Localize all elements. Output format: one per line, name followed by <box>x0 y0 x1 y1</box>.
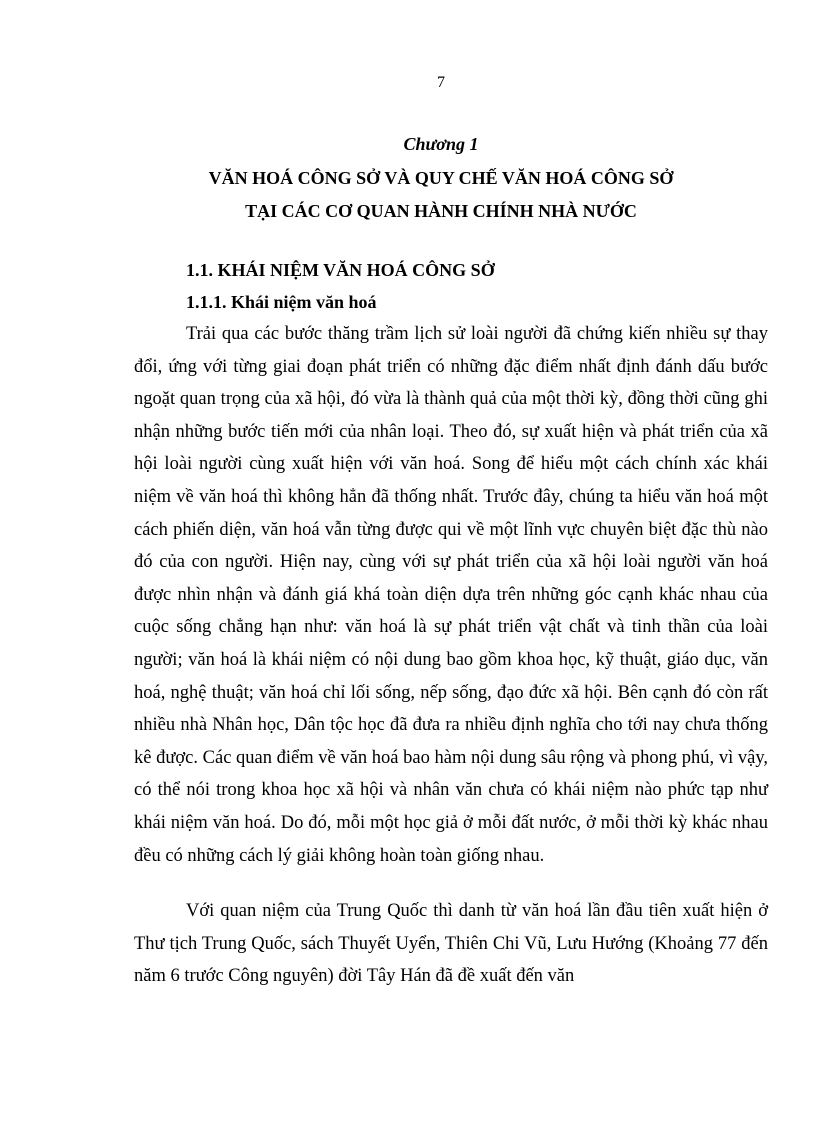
section-heading: 1.1. KHÁI NIỆM VĂN HOÁ CÔNG SỞ <box>186 260 495 280</box>
chapter-label: Chương 1 <box>403 134 479 154</box>
chapter-title-line-2: TẠI CÁC CƠ QUAN HÀNH CHÍNH NHÀ NƯỚC <box>245 201 637 221</box>
chapter-title-line-1: VĂN HOÁ CÔNG SỞ VÀ QUY CHẾ VĂN HOÁ CÔNG SỞ <box>208 168 674 188</box>
body-text-block-1 <box>134 318 768 872</box>
subsection-heading: 1.1.1. Khái niệm văn hoá <box>186 292 377 312</box>
body-text-block-2 <box>134 895 768 993</box>
page-number: 7 <box>437 74 445 91</box>
paragraph: Với quan niệm của Trung Quốc thì danh từ văn hoá lần đầu tiên xuất hiện ở Thư tịch Trung Quốc, sách Thuyết Uyển, Thiên Chi Vũ, Lưu Hướng (Khoảng 77 đến năm 6 trước Công nguyên) đời Tây Hán đã đề xuất đến văn <box>134 901 768 987</box>
paragraph: Trải qua các bước thăng trầm lịch sử loài người đã chứng kiến nhiều sự thay đổi, ứng với từng giai đoạn phát triển có những đặc điểm nhất định đánh dấu bước ngoặt quan trọng của xã hội, đó vừa là thành quả của một thời kỳ, đồng thời cũng ghi nhận những bước tiến mới của nhân loại. Theo đó, sự xuất hiện và phát triển của xã hội loài người cùng xuất hiện với văn hoá. Song để hiểu một cách chính xác khái niệm về văn hoá thì không hẳn đã thống nhất. Trước đây, chúng ta hiểu văn hoá một cách phiến diện, văn hoá vẫn từng được qui về một lĩnh vực chuyên biệt đặc thù nào đó của con người. Hiện nay, cùng với sự phát triển của xã hội loài người văn hoá được nhìn nhận và đánh giá khá toàn diện dựa trên những góc cạnh khác nhau của cuộc sống chẳng hạn như: văn hoá là sự phát triển vật chất và tinh thần của loài người; văn hoá là khái niệm có nội dung bao gồm khoa học, kỹ thuật, giáo dục, văn hoá, nghệ thuật; văn hoá chỉ lối sống, nếp sống, đạo đức xã hội. Bên cạnh đó còn rất nhiều nhà Nhân học, Dân tộc học đã đưa ra nhiều định nghĩa cho tới nay chưa thống kê được. Các quan điểm về văn hoá bao hàm nội dung sâu rộng và phong phú, vì vậy, có thể nói trong khoa học xã hội và nhân văn chưa có khái niệm nào phức tạp như khái niệm văn hoá. Do đó, mỗi một học giả ở mỗi đất nước, ở mỗi thời kỳ khác nhau đều có những cách lý giải không hoàn toàn giống nhau. <box>134 324 768 866</box>
